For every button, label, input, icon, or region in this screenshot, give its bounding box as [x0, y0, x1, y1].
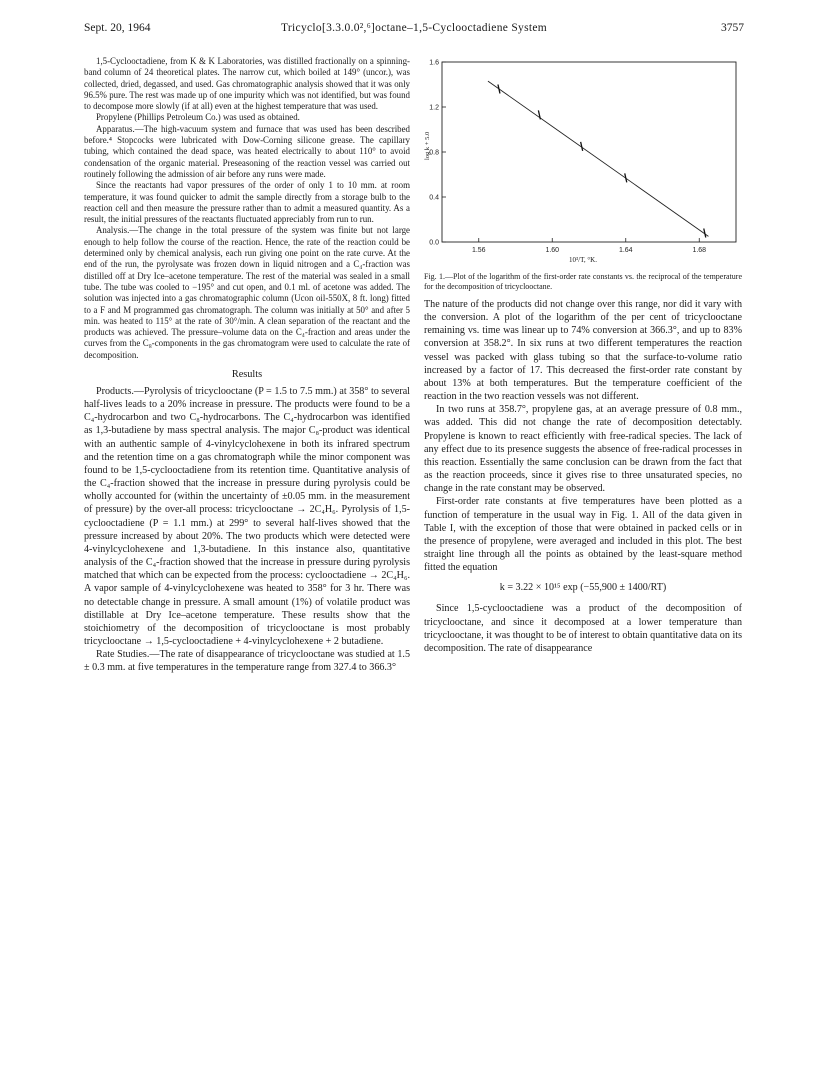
paragraph: In two runs at 358.7°, propylene gas, at an average pressure of 0.8 mm., was added. This did not change the rate of decomposition detectably. Propylene is known to react efficiently with free-radical species. The lack of any effect due to its presence suggests the absence of free-radical processes in this reaction. Essentially the same conclusion can be drawn from the fact that as the reaction proceeds, since it gives rise to three unsaturated species, no change in the rate constant may be observed. [424, 404, 742, 495]
y-tick-label: 0.8 [429, 149, 439, 157]
data-point [538, 110, 540, 119]
paragraph: First-order rate constants at five temperatures have been plotted as a function of temperature in the usual way in Fig. 1. All of the data given in Table I, with the exception of those that were obtained in packed cells or in the presence of propylene, were averaged and included in this plot. The best straight line through all the points as obtained by the least-square method fitted the equation [424, 496, 742, 574]
y-axis-label: log k + 5.0 [424, 131, 431, 160]
page-header [84, 22, 744, 38]
y-tick-label: 1.2 [429, 104, 439, 112]
paragraph: Rate Studies.—The rate of disappearance of tricyclooctane was studied at 1.5 ± 0.3 mm. at five temperatures in the temperature range from 327.4 to 366.3° [84, 649, 410, 674]
rate-equation: k = 3.22 × 10¹⁵ exp (−55,900 ± 1400/RT) [499, 582, 667, 594]
x-tick-label: 1.56 [471, 247, 486, 254]
fit-line [488, 81, 709, 236]
x-tick-label: 1.68 [692, 247, 707, 254]
header-title: Tricyclo[3.3.0.0²,⁶]octane–1,5-Cyclooctadiene System [281, 22, 547, 34]
x-axis-label: 10³/T, °K. [569, 256, 597, 264]
paragraph: The nature of the products did not change over this range, nor did it vary with the conversion. A plot of the logarithm of the per cent of tricyclooctane remaining vs. time was linear up to 74% conversion at 366.3°, and up to 83% conversion at 358.2°. In six runs at two different temperatures the reaction vessel was packed with glass tubing so that the surface-to-volume ratio increased by a factor of 17. This decreased the first-order rate constant by about 13% at both temperatures. But the temperature coefficient of the reaction in the two reaction vessels was not different. [424, 299, 742, 403]
paragraph: Products.—Pyrolysis of tricyclooctane (P = 1.5 to 7.5 mm.) at 358° to several half-lives leads to a 20% increase in pressure. The products were found to be a C₄-hydrocarbon and two C₈-hydrocarbons. The C₄-hydrocarbon was identified as 1,3-butadiene by mass spectral analysis. The major C₈-product was identical with an authentic sample of 4-vinylcyclohexene in both its infrared spectrum and the retention time on a gas chromatograph while the minor component was found to be 1,5-cyclooctadiene from its retention time. Quantitative analysis of the C₄-fraction showed that the increase in pressure during pyrolysis could be wholly accounted for (within the uncertainty of ±0.05 mm. in the measurement of pressure) by the over-all process: tricyclooctane → 2C₄H₆. Pyrolysis of 1,5-cyclooctadiene (P = 1.1 mm.) at 299° to several half-lives showed that the pressure increased by about 20%. The two products which were detected were 4-vinylcyclohexene and 1,3-butadiene. In this instance also, quantitative analysis of the C₄-fraction showed that the increase in pressure during pyrolysis matched that which can be expected from the process: cyclooctadiene → 2C₄H₆. A vapor sample of 4-vinylcyclohexene was heated to 358° for 3 hr. There was no detectable change in pressure. A small amount (1%) of volatile product was distillable at Dry Ice–acetone temperature. These results show that the stoichiometry of the decomposition of tricyclooctane is most probably tricyclooctane → 1,5-cyclooctadiene + 4-vinylcyclohexene + 2 butadiene. [84, 386, 410, 647]
discussion-section [424, 298, 742, 655]
y-tick-label: 0.4 [429, 194, 439, 202]
paragraph: Propylene (Phillips Petroleum Co.) was used as obtained. [96, 112, 300, 123]
x-tick-label: 1.60 [545, 247, 560, 254]
y-tick-label: 0.0 [429, 239, 439, 247]
experimental-section [84, 56, 410, 361]
y-tick-label: 1.6 [429, 59, 439, 67]
arrhenius-plot [424, 56, 742, 266]
paragraph: Apparatus.—The high-vacuum system and furnace that was used has been described before.⁴ Stopcocks were lubricated with Dow-Corning silicone grease. The capillary tubing, which contained the dead space, was heated electrically to about 110° to avoid condensation of the organic material. Preseasoning of the reaction vessel was carried out routinely following the admission of air before any runs were made. [84, 123, 410, 179]
paragraph: Since 1,5-cyclooctadiene was a product of the decomposition of tricyclooctane, and since it decomposed at a lower temperature than tricyclooctane, it was thought to be of interest to obtain quantitative data on its decomposition. The rate of disappearance [424, 603, 742, 654]
results-section [84, 385, 410, 674]
paragraph: Since the reactants had vapor pressures of the order of only 1 to 10 mm. at room temperature, it was found quicker to admit the sample directly from a storage bulb to the reaction cell and then measure the pressure rather than to admit a measured quantity. As a result, the initial pressures of the reactants fluctuated appreciably from run to run. [84, 180, 410, 225]
figure-1 [424, 56, 742, 266]
header-date: Sept. 20, 1964 [84, 22, 151, 34]
page-number: 3757 [721, 22, 744, 34]
x-tick-label: 1.64 [618, 247, 633, 254]
left-column [84, 56, 410, 674]
figure-caption: Fig. 1.—Plot of the logarithm of the first-order rate constants vs. the reciprocal of the temperature for the decomposition of tricyclooctane. [424, 272, 742, 291]
right-column [424, 56, 742, 655]
results-heading: Results [231, 369, 263, 381]
paragraph: 1,5-Cyclooctadiene, from K & K Laboratories, was distilled fractionally on a spinning-band column of 24 theoretical plates. The narrow cut, which boiled at 149° (uncor.), was collected, dried, degassed, and used. Gas chromatographic analysis showed that it was only 96.5% pure. The rest was made up of one impurity which was not identified, but was found to decompose more slowly (if at all) even at the highest temperature that was used. [84, 56, 410, 112]
paragraph: Analysis.—The change in the total pressure of the system was finite but not large enough to help follow the course of the reaction. Hence, the rate of the reaction could be determined only by chemical analysis, each run giving one point on the rate curve. At the end of the run, the pyrolysate was frozen down in liquid nitrogen and a C₄-fraction was distilled off at Dry Ice–acetone temperature. The rest of the material was sealed in a small tube. The tube was cooled to −195° and cut open, and 0.1 ml. of acetone was added. The solution was injected into a gas chromatographic column (Ucon oil-550X, 8 ft. long) fitted to a F and M programmed gas chromatograph. The column was initially at 50° and after 5 min. was heated to 115° at the rate of 30°/min. A clean separation of the reactant and the products was achieved. The pressure–volume data on the C₄-fraction and areas under the curves from the C₈-components in the gas chromatogram were used to calculate the rate of decomposition. [84, 225, 410, 360]
